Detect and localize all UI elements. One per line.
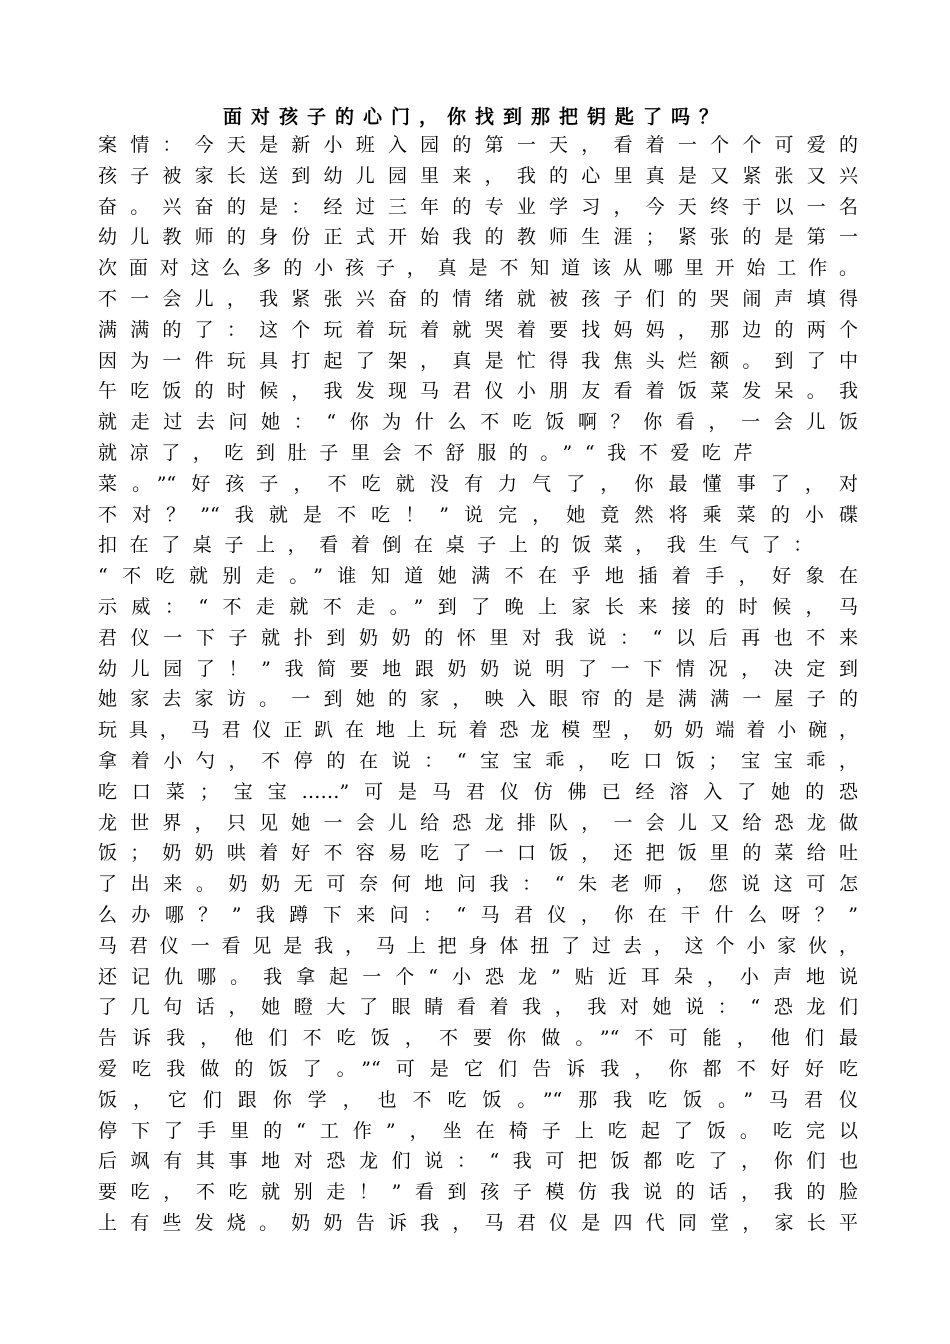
text-line: 告诉我，他们不吃饭，不要你做。”“不可能，他们最 — [98, 1027, 858, 1050]
text-line: 就凉了，吃到肚子里会不舒服的。”“我不爱吃芹 — [98, 441, 766, 464]
text-line: 满满的了：这个玩着玩着就哭着要找妈妈，那边的两个 — [98, 318, 858, 341]
text-line: 不对？”“我就是不吃！”说完，她竟然将乘菜的小碟 — [98, 503, 858, 526]
text-line: 次面对这么多的小孩子，真是不知道该从哪里开始工作。 — [98, 257, 858, 280]
text-line: 拿着小勺，不停的在说：“宝宝乖，吃口饭；宝宝乖， — [98, 749, 858, 772]
text-line: 玩具，马君仪正趴在地上玩着恐龙模型，奶奶端着小碗， — [98, 719, 858, 742]
document-body — [98, 130, 858, 1239]
document-title: 面对孩子的心门，你找到那把钥匙了吗？ — [222, 106, 727, 128]
text-line: 不一会儿，我紧张兴奋的情绪就被孩子们的哭闹声填得 — [98, 287, 858, 310]
text-line: 饭，它们跟你学，也不吃饭。”“那我吃饭。”马君仪 — [98, 1088, 858, 1111]
text-line: 幼儿园了！”我简要地跟奶奶说明了一下情况，决定到 — [98, 657, 858, 680]
text-line: 就走过去问她：“你为什么不吃饭啊？你看，一会儿饭 — [98, 411, 858, 434]
text-line: 上有些发烧。奶奶告诉我，马君仪是四代同堂，家长平 — [98, 1211, 858, 1234]
text-line: 幼儿教师的身份正式开始我的教师生涯；紧张的是第一 — [98, 226, 858, 249]
text-line: 午吃饭的时候，我发现马君仪小朋友看着饭菜发呆。我 — [98, 380, 858, 403]
text-line: 吃口菜；宝宝……”可是马君仪仿佛已经溶入了她的恐 — [98, 780, 858, 803]
text-line: 因为一件玩具打起了架，真是忙得我焦头烂额。到了中 — [98, 349, 858, 372]
text-line: 爱吃我做的饭了。”“可是它们告诉我，你都不好好吃 — [98, 1057, 858, 1080]
text-line: 停下了手里的“工作”，坐在椅子上吃起了饭。吃完以 — [98, 1119, 858, 1142]
text-line: 案情：今天是新小班入园的第一天，看着一个个可爱的 — [98, 134, 858, 156]
text-line: 示威：“不走就不走。”到了晚上家长来接的时候，马 — [98, 595, 858, 618]
text-line: 扣在了桌子上，看着倒在桌子上的饭菜，我生气了： — [98, 534, 825, 557]
text-line: 马君仪一看见是我，马上把身体扭了过去，这个小家伙， — [98, 934, 858, 957]
text-line: 了几句话，她瞪大了眼睛看着我，我对她说：“恐龙们 — [98, 996, 858, 1019]
text-line: 君仪一下子就扑到奶奶的怀里对我说：“以后再也不来 — [98, 626, 858, 649]
text-line: 菜。”“好孩子，不吃就没有力气了，你最懂事了，对 — [98, 472, 858, 495]
text-line: 后飒有其事地对恐龙们说：“我可把饭都吃了，你们也 — [98, 1150, 858, 1173]
text-line: 要吃，不吃就别走！”看到孩子模仿我说的话，我的脸 — [98, 1181, 858, 1204]
text-line: “不吃就别走。”谁知道她满不在乎地插着手，好象在 — [98, 565, 858, 588]
text-line: 龙世界，只见她一会儿给恐龙排队，一会儿又给恐龙做 — [98, 811, 858, 834]
text-line: 了出来。奶奶无可奈何地问我：“朱老师，您说这可怎 — [98, 873, 858, 896]
text-line: 她家去家访。一到她的家，映入眼帘的是满满一屋子的 — [98, 688, 858, 711]
text-line: 孩子被家长送到幼儿园里来，我的心里真是又紧张又兴 — [98, 164, 858, 187]
text-line: 饭；奶奶哄着好不容易吃了一口饭，还把饭里的菜给吐 — [98, 842, 858, 865]
text-line: 么办哪？”我蹲下来问：“马君仪，你在干什么呀？” — [98, 903, 858, 926]
text-line: 还记仇哪。我拿起一个“小恐龙”贴近耳朵，小声地说 — [98, 965, 858, 988]
text-line: 奋。兴奋的是：经过三年的专业学习，今天终于以一名 — [98, 195, 858, 218]
